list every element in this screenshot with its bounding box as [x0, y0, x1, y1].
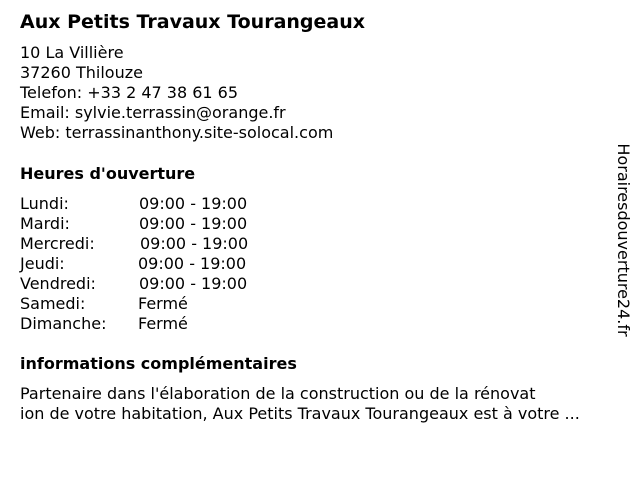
contact-block: [20, 43, 333, 143]
description-line-2: ion de votre habitation, Aux Petits Travaux Tourangeaux est à votre ...: [20, 404, 580, 423]
hours-row-saturday: [20, 294, 320, 314]
day-hours: Fermé: [138, 294, 188, 313]
opening-hours-heading: Heures d'ouverture: [20, 164, 196, 183]
day-label: Lundi:: [20, 194, 69, 213]
day-hours: 09:00 - 19:00: [139, 194, 248, 213]
phone-number: Telefon: +33 2 47 38 61 65: [20, 83, 239, 102]
opening-hours-table: [20, 194, 320, 334]
day-label: Samedi:: [20, 294, 86, 313]
day-label: Mardi:: [20, 214, 70, 233]
additional-info-heading: informations complémentaires: [20, 354, 297, 373]
day-hours: 09:00 - 19:00: [139, 214, 248, 233]
day-label: Vendredi:: [20, 274, 96, 293]
day-hours: 09:00 - 19:00: [140, 234, 249, 253]
hours-row-sunday: [20, 314, 320, 334]
address-line-1: 10 La Villière: [20, 43, 124, 62]
address-line-2: 37260 Thilouze: [20, 63, 143, 82]
website: Web: terrassinanthony.site-solocal.com: [20, 123, 334, 142]
business-name: Aux Petits Travaux Tourangeaux: [20, 11, 366, 33]
day-label: Mercredi:: [20, 234, 95, 253]
hours-row-tuesday: [20, 214, 320, 234]
hours-row-wednesday: [20, 234, 320, 254]
day-hours: 09:00 - 19:00: [139, 274, 248, 293]
description-line-1: Partenaire dans l'élaboration de la construction ou de la rénovat: [20, 384, 536, 403]
day-label: Jeudi:: [20, 254, 65, 273]
day-hours: Fermé: [138, 314, 188, 333]
hours-row-monday: [20, 194, 320, 214]
additional-info-text: [20, 384, 580, 424]
hours-row-friday: [20, 274, 320, 294]
day-label: Dimanche:: [20, 314, 107, 333]
email-address: Email: sylvie.terrassin@orange.fr: [20, 103, 286, 122]
site-brand-watermark: Horairesdouverture24.fr: [614, 143, 633, 337]
day-hours: 09:00 - 19:00: [138, 254, 247, 273]
hours-row-thursday: [20, 254, 320, 274]
